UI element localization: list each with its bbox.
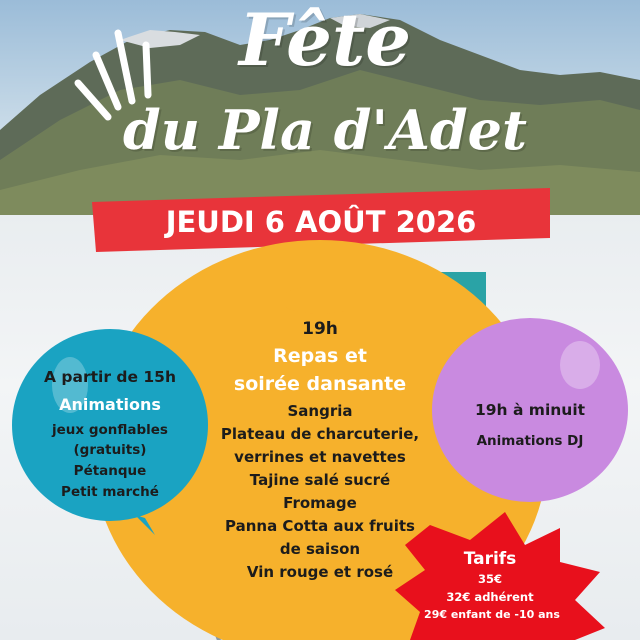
title-fete: Fête [238, 0, 412, 82]
left-item: Pétanque [73, 463, 147, 479]
tarif-line: 35€ [477, 572, 502, 586]
left-time: A partir de 15h [44, 368, 176, 386]
menu-item: Vin rouge et rosé [246, 563, 394, 581]
menu-item: Plateau de charcuterie, [220, 425, 420, 443]
left-item: (gratuits) [73, 442, 147, 458]
right-time: 19h à minuit [474, 401, 586, 419]
tarif-line: 29€ enfant de -10 ans [424, 608, 560, 621]
tarif-line: 32€ adhérent [446, 590, 534, 604]
tarifs-heading: Tarifs [463, 549, 517, 569]
event-date: JEUDI 6 AOÛT 2026 [165, 205, 477, 239]
menu-item: Tajine salé sucré [249, 471, 391, 489]
left-heading: Animations [59, 395, 161, 414]
menu-item: Panna Cotta aux fruits [225, 517, 415, 535]
right-subtitle: Animations DJ [476, 433, 584, 449]
menu-item: Sangria [287, 402, 353, 420]
left-item: jeux gonflables [52, 422, 168, 438]
menu-item: Fromage [283, 494, 357, 512]
menu-item: verrines et navettes [234, 448, 406, 466]
center-time: 19h [302, 319, 338, 339]
center-heading-1: Repas et [273, 345, 367, 367]
left-item: Petit marché [61, 484, 159, 500]
title-pla-d-adet: du Pla d'Adet [123, 98, 527, 162]
menu-item: de saison [279, 540, 361, 558]
center-heading-2: soirée dansante [233, 373, 407, 395]
